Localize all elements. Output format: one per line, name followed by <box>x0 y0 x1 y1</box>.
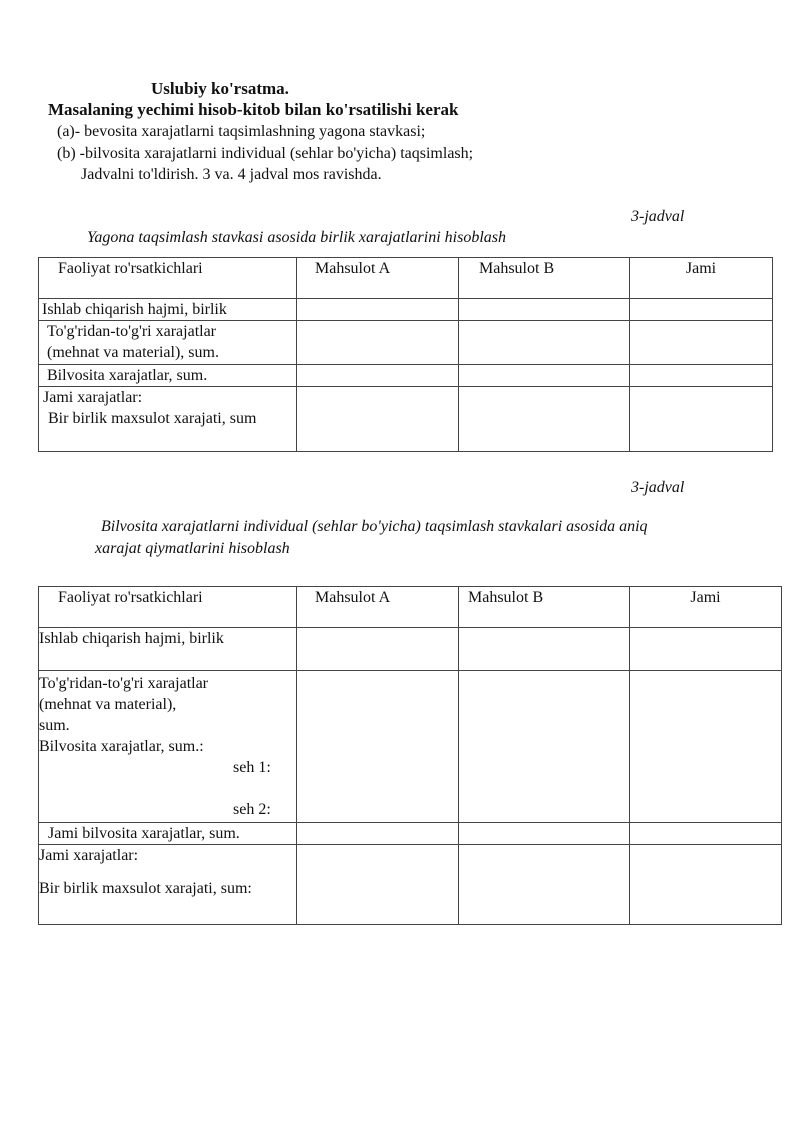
empty-cell[interactable] <box>297 845 459 925</box>
table2-header-cell: Faoliyat ro'rsatkichlari <box>39 587 297 628</box>
empty-cell[interactable] <box>630 387 773 452</box>
empty-cell[interactable] <box>459 823 630 845</box>
table1 <box>38 257 773 452</box>
empty-cell[interactable] <box>459 299 630 321</box>
empty-cell[interactable] <box>459 845 630 925</box>
row-label: Jami xarajatlar: Bir birlik maxsulot xarajati, sum: <box>39 845 297 925</box>
row-label: To'g'ridan-to'g'ri xarajatlar (mehnat va material), sum. <box>39 321 297 365</box>
empty-cell[interactable] <box>297 387 459 452</box>
empty-cell[interactable] <box>630 823 782 845</box>
table-row <box>39 671 782 823</box>
empty-cell[interactable] <box>630 321 773 365</box>
table1-header-cell: Mahsulot B <box>459 258 630 299</box>
table-row <box>39 628 782 671</box>
table2-caption-line1: Bilvosita xarajatlarni individual (sehlar bo'yicha) taqsimlash stavkalari asosida aniq <box>101 518 648 535</box>
empty-cell[interactable] <box>297 365 459 387</box>
instruction: Jadvalni to'ldirish. 3 va. 4 jadval mos ravishda. <box>81 166 382 183</box>
row-label: To'g'ridan-to'g'ri xarajatlar (mehnat va material), sum. Bilvosita xarajatlar, sum.: seh 1: seh 2: <box>39 671 297 823</box>
empty-cell[interactable] <box>459 387 630 452</box>
table1-label: 3-jadval <box>631 208 685 225</box>
table1-header-cell: Mahsulot A <box>297 258 459 299</box>
empty-cell[interactable] <box>459 671 630 823</box>
row-label: Bilvosita xarajatlar, sum. <box>39 365 297 387</box>
empty-cell[interactable] <box>630 845 782 925</box>
empty-cell[interactable] <box>630 628 782 671</box>
table2 <box>38 586 782 925</box>
shop-2-label: seh 2: <box>233 801 271 818</box>
table-row <box>39 365 773 387</box>
table2-header-cell: Mahsulot A <box>297 587 459 628</box>
table2-header-cell: Jami <box>630 587 782 628</box>
table2-header-row <box>39 587 782 628</box>
empty-cell[interactable] <box>459 628 630 671</box>
table1-header-cell: Jami <box>630 258 773 299</box>
empty-cell[interactable] <box>630 299 773 321</box>
row-label: Jami bilvosita xarajatlar, sum. <box>39 823 297 845</box>
table1-caption: Yagona taqsimlash stavkasi asosida birlik xarajatlarini hisoblash <box>87 229 507 246</box>
item-a: (a)- bevosita xarajatlarni taqsimlashning yagona stavkasi; <box>57 123 426 140</box>
subheading: Masalaning yechimi hisob-kitob bilan ko'rsatilishi kerak <box>48 100 459 119</box>
table-row <box>39 387 773 452</box>
row-label: Jami xarajatlar: Bir birlik maxsulot xarajati, sum <box>39 387 297 452</box>
empty-cell[interactable] <box>459 365 630 387</box>
empty-cell[interactable] <box>297 628 459 671</box>
empty-cell[interactable] <box>459 321 630 365</box>
table-row <box>39 321 773 365</box>
table1-header-row <box>39 258 773 299</box>
heading: Uslubiy ko'rsatma. <box>151 79 289 98</box>
empty-cell[interactable] <box>297 823 459 845</box>
shop-1-label: seh 1: <box>233 759 271 776</box>
table-row <box>39 845 782 925</box>
table-row <box>39 299 773 321</box>
empty-cell[interactable] <box>297 321 459 365</box>
row-label: Ishlab chiqarish hajmi, birlik <box>39 628 297 671</box>
row-label: Ishlab chiqarish hajmi, birlik <box>39 299 297 321</box>
table2-header-cell: Mahsulot B <box>459 587 630 628</box>
empty-cell[interactable] <box>297 299 459 321</box>
item-b: (b) -bilvosita xarajatlarni individual (sehlar bo'yicha) taqsimlash; <box>57 145 474 162</box>
table-row <box>39 823 782 845</box>
empty-cell[interactable] <box>297 671 459 823</box>
table2-caption-line2: xarajat qiymatlarini hisoblash <box>95 540 290 557</box>
table1-header-cell: Faoliyat ro'rsatkichlari <box>39 258 297 299</box>
empty-cell[interactable] <box>630 365 773 387</box>
empty-cell[interactable] <box>630 671 782 823</box>
table2-label: 3-jadval <box>631 479 685 496</box>
